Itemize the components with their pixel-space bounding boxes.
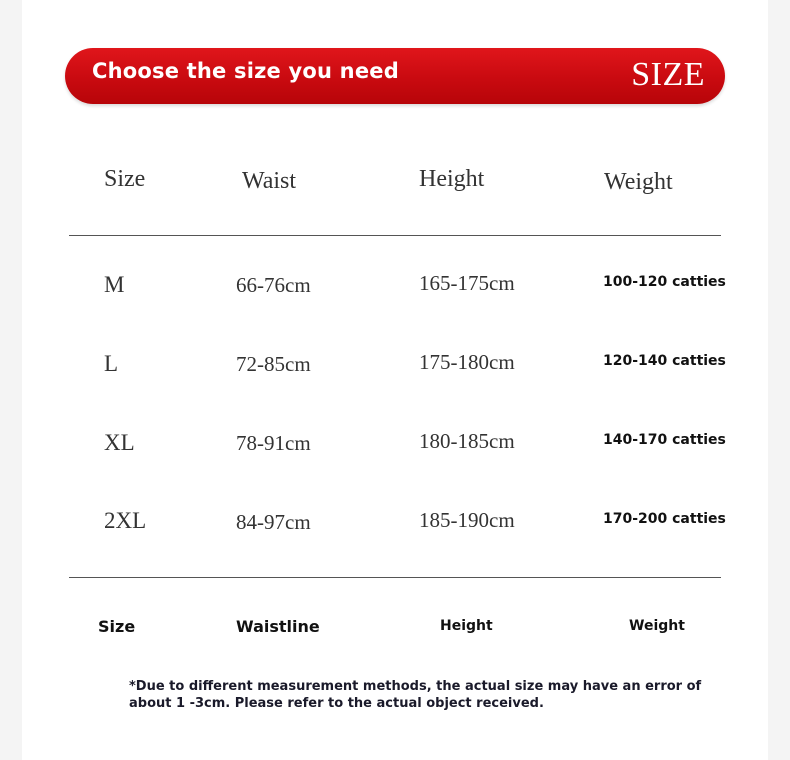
row-weight: 120-140 catties (603, 353, 726, 369)
row-size: 2XL (104, 508, 147, 533)
footer-size: Size (98, 617, 136, 636)
banner-title: Choose the size you need (92, 59, 399, 83)
measurement-note: *Due to different measurement methods, the actual size may have an error of about 1 -3cm. Please refer to the actual object received. (129, 679, 702, 711)
row-weight: 100-120 catties (603, 274, 726, 290)
row-size: M (104, 272, 125, 297)
row-weight: 170-200 catties (603, 511, 726, 527)
header-divider (69, 235, 721, 236)
footer-height: Height (440, 618, 493, 634)
header-height: Height (419, 166, 485, 192)
header-waist: Waist (242, 168, 297, 194)
footer-divider (69, 577, 721, 578)
row-size: XL (104, 430, 135, 455)
row-height: 175-180cm (419, 350, 515, 374)
header-size: Size (104, 166, 146, 192)
row-height: 180-185cm (419, 429, 515, 453)
row-height: 165-175cm (419, 271, 515, 295)
size-banner (65, 48, 725, 104)
row-waist: 78-91cm (236, 431, 311, 455)
row-weight: 140-170 catties (603, 432, 726, 448)
row-waist: 72-85cm (236, 352, 311, 376)
footer-weight: Weight (629, 618, 685, 634)
footer-waistline: Waistline (236, 617, 320, 636)
row-waist: 66-76cm (236, 273, 311, 297)
row-waist: 84-97cm (236, 510, 311, 534)
banner-size-tag: SIZE (631, 56, 705, 93)
header-weight: Weight (604, 169, 673, 195)
row-size: L (104, 351, 119, 376)
row-height: 185-190cm (419, 508, 515, 532)
size-chart-card (22, 0, 768, 760)
